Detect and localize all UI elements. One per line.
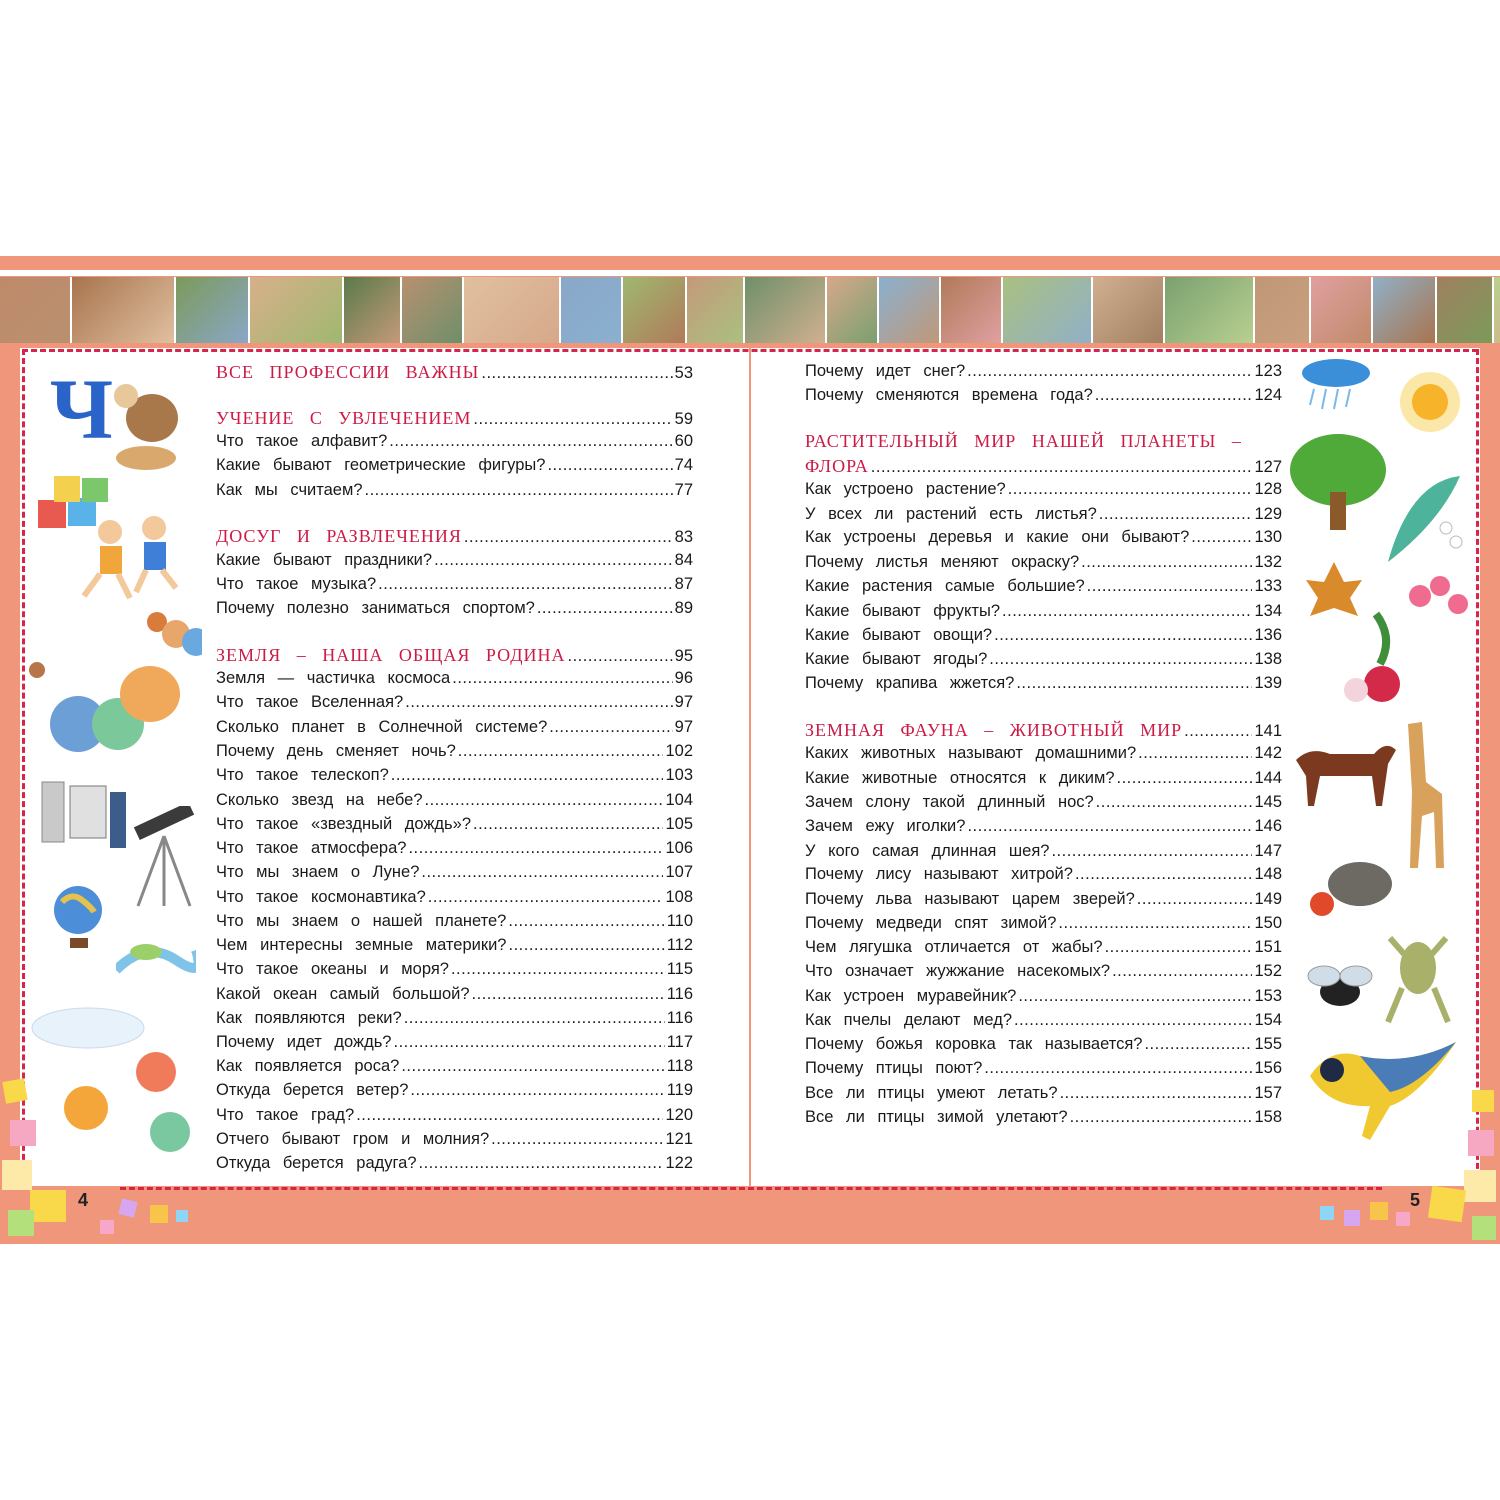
toc-entry-title: Сколько планет в Солнечной системе?: [216, 718, 548, 736]
page-number-left: 4: [78, 1190, 89, 1210]
toc-entry: [216, 839, 693, 861]
toc-leader-dots: [871, 458, 1253, 477]
toc-entry-title: Каких животных называют домашними?: [805, 744, 1137, 762]
toc-entry-page: 117: [666, 1033, 693, 1051]
toc-entry-title: Что такое океаны и моря?: [216, 960, 449, 978]
toc-heading: [216, 362, 693, 384]
toc-heading: [805, 720, 1282, 742]
toc-entry-title: Почему идет снег?: [805, 362, 966, 380]
toc-entry-title: Как пчелы делают мед?: [805, 1011, 1012, 1029]
chapter-letter: Ч: [50, 361, 114, 457]
toc-entry-page: 141: [1254, 722, 1282, 740]
photo-tile: [250, 277, 344, 343]
toc-entry: [216, 481, 693, 503]
toc-leader-dots: [452, 669, 672, 688]
toc-leader-dots: [1070, 1108, 1253, 1127]
toc-entry: [805, 1108, 1282, 1130]
toc-leader-dots: [365, 481, 673, 500]
toc-leader-dots: [508, 912, 664, 931]
toc-entry-page: 124: [1254, 386, 1282, 404]
toc-leader-dots: [1087, 577, 1253, 596]
photo-tile: [176, 277, 250, 343]
photo-tile: [687, 277, 745, 343]
toc-entry-page: 133: [1254, 577, 1282, 595]
toc-entry: [805, 1011, 1282, 1033]
toc-leader-dots: [989, 650, 1252, 669]
toc-entry-page: 108: [665, 888, 693, 906]
hedgehog-icon: [1306, 850, 1396, 920]
toc-entry-page: 116: [666, 985, 693, 1003]
toc-entry-title: Что такое алфавит?: [216, 432, 388, 450]
toc-leader-dots: [378, 575, 672, 594]
toc-entry-title: Почему льва называют царем зверей?: [805, 890, 1135, 908]
dashed-border-top: [22, 349, 1478, 352]
toc-entry-page: 74: [674, 456, 693, 474]
toc-entry-page: 105: [665, 815, 693, 833]
toc-entry-title: Почему день сменяет ночь?: [216, 742, 456, 760]
toc-entry-title: Какие бывают праздники?: [216, 551, 433, 569]
toc-entry: [805, 626, 1282, 648]
toc-entry-page: 89: [674, 599, 693, 617]
toc-heading: [805, 456, 1282, 478]
toc-entry-title: ДОСУГ И РАЗВЛЕЧЕНИЯ: [216, 526, 462, 546]
toc-leader-dots: [1105, 938, 1253, 957]
toc-entry-title: Что такое Вселенная?: [216, 693, 404, 711]
toc-entry-page: 134: [1254, 602, 1282, 620]
toc-leader-dots: [1014, 1011, 1252, 1030]
toc-leader-dots: [421, 863, 663, 882]
toc-entry-title: Что мы знаем о Луне?: [216, 863, 420, 881]
giraffe-icon: [1400, 712, 1460, 872]
toc-leader-dots: [410, 1081, 664, 1100]
toc-entry-title: Что такое музыка?: [216, 575, 377, 593]
toc-entry: [216, 888, 693, 910]
telescope-icon: [128, 806, 198, 908]
toc-entry: [805, 962, 1282, 984]
toc-entry-page: 129: [1254, 505, 1282, 523]
toc-entry: [805, 842, 1282, 864]
toc-entry-page: 148: [1254, 865, 1282, 883]
toc-entry-page: 102: [665, 742, 693, 760]
dashed-border-bottom: [120, 1187, 1382, 1190]
toc-leader-dots: [967, 817, 1252, 836]
toc-leader-dots: [547, 456, 672, 475]
toc-entry-title: Почему полезно заниматься спортом?: [216, 599, 535, 617]
toc-entry: [805, 528, 1282, 550]
planets-icon: [22, 612, 202, 772]
satellite-icon: [38, 772, 128, 858]
toc-entry-page: 120: [665, 1106, 693, 1124]
toc-entry: [216, 1009, 693, 1031]
toc-leader-dots: [1138, 744, 1252, 763]
toc-entry: [216, 575, 693, 597]
toc-entry-title: УЧЕНИЕ С УВЛЕЧЕНИЕМ: [216, 408, 472, 428]
rain-cloud-icon: [1300, 357, 1372, 419]
toc-entry-title: Почему листья меняют окраску?: [805, 553, 1080, 571]
photo-tile: [464, 277, 561, 343]
photo-tile: [1255, 277, 1311, 343]
toc-leader-dots: [1008, 480, 1253, 499]
toc-entry-title: Почему лису называют хитрой?: [805, 865, 1073, 883]
toc-entry-page: 115: [666, 960, 693, 978]
photo-tile: [344, 277, 402, 343]
toc-leader-dots: [356, 1106, 663, 1125]
children-photo-strip: [0, 277, 1500, 343]
toc-entry-title: У всех ли растений есть листья?: [805, 505, 1097, 523]
toc-leader-dots: [408, 839, 663, 858]
toc-entry-page: 128: [1254, 480, 1282, 498]
toc-entry: [216, 1106, 693, 1128]
toc-entry: [216, 599, 693, 621]
toc-entry-title: Как устроен муравейник?: [805, 987, 1017, 1005]
toc-entry-page: 60: [674, 432, 693, 450]
toc-entry-title: Что мы знаем о нашей планете?: [216, 912, 507, 930]
toc-leader-dots: [1016, 674, 1252, 693]
toc-entry-page: 97: [674, 693, 693, 711]
toc-entry-page: 110: [666, 912, 693, 930]
toc-entry-title: ЗЕМНАЯ ФАУНА – ЖИВОТНЫЙ МИР: [805, 720, 1183, 740]
toc-leader-dots: [1018, 987, 1252, 1006]
toc-entry-page: 155: [1254, 1035, 1282, 1053]
toc-leader-dots: [1144, 1035, 1252, 1054]
toc-entry-title: Почему крапива жжется?: [805, 674, 1015, 692]
toc-entry-page: 59: [674, 410, 693, 428]
toc-entry: [805, 744, 1282, 766]
toc-leader-dots: [1051, 842, 1252, 861]
toc-entry-title: Почему птицы поют?: [805, 1059, 983, 1077]
toc-leader-dots: [404, 1009, 665, 1028]
toc-entry-title: Чем интересны земные материки?: [216, 936, 507, 954]
toc-entry-title: ЗЕМЛЯ – НАША ОБЩАЯ РОДИНА: [216, 645, 566, 665]
toc-leader-dots: [472, 985, 665, 1004]
toc-entry-title: Как устроены деревья и какие они бывают?: [805, 528, 1190, 546]
toc-entry-page: 103: [665, 766, 693, 784]
running-kids-icon: [70, 516, 195, 602]
toc-entry: [216, 432, 693, 454]
toc-entry-page: 144: [1254, 769, 1282, 787]
toc-entry-title: Отчего бывают гром и молния?: [216, 1130, 490, 1148]
toc-entry: [805, 987, 1282, 1009]
toc-entry: [805, 769, 1282, 791]
toc-leader-dots: [428, 888, 664, 907]
toc-entry-title: Как устроено растение?: [805, 480, 1006, 498]
toc-entry-title: Почему идет дождь?: [216, 1033, 392, 1051]
photo-tile: [1373, 277, 1437, 343]
toc-entry-page: 145: [1254, 793, 1282, 811]
toc-leader-dots: [391, 766, 664, 785]
toc-entry: [216, 766, 693, 788]
toc-entry-title: Какие бывают фрукты?: [805, 602, 1001, 620]
toc-entry-page: 156: [1254, 1059, 1282, 1077]
toc-left: [216, 362, 693, 1182]
toc-entry-page: 146: [1254, 817, 1282, 835]
toc-leader-dots: [1060, 1084, 1253, 1103]
toc-entry-page: 142: [1254, 744, 1282, 762]
toc-leader-dots: [568, 647, 673, 666]
toc-leader-dots: [537, 599, 673, 618]
photo-tile: [827, 277, 879, 343]
toc-entry-title: Что означает жужжание насекомых?: [805, 962, 1111, 980]
turtle-icon: [108, 378, 180, 473]
toc-entry-page: 153: [1254, 987, 1282, 1005]
toc-leader-dots: [473, 815, 663, 834]
toc-leader-dots: [1191, 528, 1252, 547]
photo-tile: [72, 277, 176, 343]
toc-heading: [805, 431, 1242, 453]
toc-entry-title: Почему медведи спят зимой?: [805, 914, 1057, 932]
toc-leader-dots: [1075, 865, 1253, 884]
photo-tile: [941, 277, 1003, 343]
toc-entry: [805, 362, 1282, 384]
sun-icon: [1390, 362, 1470, 442]
toc-entry-title: Что такое «звездный дождь»?: [216, 815, 471, 833]
toc-entry: [216, 456, 693, 478]
toc-entry: [216, 1057, 693, 1079]
toc-entry-title: Какие растения самые большие?: [805, 577, 1085, 595]
photo-tile: [623, 277, 687, 343]
globe-icon: [48, 882, 110, 952]
toc-entry-page: 95: [674, 647, 693, 665]
frog-icon: [1384, 918, 1454, 1028]
toc-entry-page: 150: [1254, 914, 1282, 932]
toc-entry-page: 121: [665, 1130, 693, 1148]
toc-entry-title: Что такое космонавтика?: [216, 888, 426, 906]
toc-leader-dots: [419, 1154, 664, 1173]
toc-entry: [805, 674, 1282, 696]
toc-entry-page: 139: [1254, 674, 1282, 692]
toc-entry: [216, 1154, 693, 1176]
toc-leader-dots: [1002, 602, 1252, 621]
fly-icon: [1300, 960, 1380, 1022]
toc-entry: [805, 553, 1282, 575]
toc-entry: [805, 602, 1282, 624]
toc-entry: [805, 1084, 1282, 1106]
toc-entry: [216, 936, 693, 958]
toc-leader-dots: [425, 791, 664, 810]
toc-entry: [216, 1033, 693, 1055]
toc-entry-title: Чем лягушка отличается от жабы?: [805, 938, 1103, 956]
toc-leader-dots: [1112, 962, 1252, 981]
toc-entry: [216, 960, 693, 982]
toc-entry: [805, 386, 1282, 408]
toc-entry-page: 97: [674, 718, 693, 736]
photo-tile: [1003, 277, 1093, 343]
toc-leader-dots: [393, 1033, 664, 1052]
tree-icon: [1288, 432, 1390, 534]
toc-entry-title: Какие животные относятся к диким?: [805, 769, 1115, 787]
toc-entry: [805, 938, 1282, 960]
toc-entry-title: Что такое атмосфера?: [216, 839, 407, 857]
toc-entry-title: Какие бывают овощи?: [805, 626, 993, 644]
cloud-icon: [28, 1000, 148, 1050]
toc-entry-page: 147: [1254, 842, 1282, 860]
toc-entry-title: Зачем слону такой длинный нос?: [805, 793, 1094, 811]
toc-leader-dots: [473, 410, 672, 429]
toc-entry-title: Почему сменяются времена года?: [805, 386, 1093, 404]
toc-leader-dots: [401, 1057, 664, 1076]
toc-entry-page: 118: [666, 1057, 693, 1075]
photo-tile: [402, 277, 464, 343]
toc-entry-page: 158: [1254, 1108, 1282, 1126]
toc-entry: [216, 1081, 693, 1103]
toc-entry-page: 136: [1254, 626, 1282, 644]
toc-entry: [805, 480, 1282, 502]
toc-entry-page: 138: [1254, 650, 1282, 668]
toc-entry: [805, 817, 1282, 839]
toc-entry-title: Откуда берется радуга?: [216, 1154, 417, 1172]
toc-entry-page: 152: [1254, 962, 1282, 980]
toc-entry-page: 154: [1254, 1011, 1282, 1029]
toc-entry-title: Все ли птицы умеют летать?: [805, 1084, 1058, 1102]
toc-entry-page: 119: [666, 1081, 693, 1099]
toc-entry-page: 104: [665, 791, 693, 809]
toc-leader-dots: [1096, 793, 1253, 812]
photo-tile: [1311, 277, 1373, 343]
toc-leader-dots: [967, 362, 1252, 381]
toc-leader-dots: [389, 432, 672, 451]
toc-entry-page: 96: [674, 669, 693, 687]
toc-leader-dots: [1184, 722, 1252, 741]
toc-leader-dots: [994, 626, 1252, 645]
toc-entry-title: РАСТИТЕЛЬНЫЙ МИР НАШЕЙ ПЛАНЕТЫ –: [805, 431, 1242, 451]
lily-of-valley-icon: [1380, 472, 1470, 568]
toc-leader-dots: [1058, 914, 1252, 933]
toc-entry-title: Зачем ежу иголки?: [805, 817, 966, 835]
dog-icon: [1290, 736, 1400, 810]
toc-leader-dots: [491, 1130, 663, 1149]
toc-entry-page: 132: [1254, 553, 1282, 571]
toc-entry: [805, 505, 1282, 527]
toc-entry-page: 83: [674, 528, 693, 546]
umbrellas-icon: [60, 1050, 200, 1160]
page-number-right: 5: [1410, 1190, 1421, 1210]
toc-entry-title: Все ли птицы зимой улетают?: [805, 1108, 1068, 1126]
toc-entry: [216, 742, 693, 764]
toc-leader-dots: [451, 960, 665, 979]
toc-leader-dots: [508, 936, 664, 955]
toc-entry: [805, 914, 1282, 936]
toc-entry-page: 107: [665, 863, 693, 881]
toc-entry: [216, 551, 693, 573]
toc-entry: [805, 890, 1282, 912]
toc-entry-title: Как появляется роса?: [216, 1057, 400, 1075]
toc-entry: [216, 791, 693, 813]
toc-entry-title: Откуда берется ветер?: [216, 1081, 409, 1099]
toc-entry: [216, 985, 693, 1007]
photo-tile: [1437, 277, 1494, 343]
toc-entry-page: 106: [665, 839, 693, 857]
toc-entry-page: 149: [1254, 890, 1282, 908]
toc-entry: [805, 577, 1282, 599]
toc-entry: [216, 863, 693, 885]
toc-entry-page: 112: [666, 936, 693, 954]
toc-heading: [216, 645, 693, 667]
toc-entry-title: Сколько звезд на небе?: [216, 791, 423, 809]
toc-leader-dots: [1117, 769, 1253, 788]
toc-entry-title: У кого самая длинная шея?: [805, 842, 1050, 860]
toc-entry-title: Земля — частичка космоса: [216, 669, 451, 687]
toc-entry-title: Какие бывают ягоды?: [805, 650, 988, 668]
toc-leader-dots: [1081, 553, 1252, 572]
toc-entry-title: Как появляются реки?: [216, 1009, 402, 1027]
top-frame-band: [0, 256, 1500, 270]
toc-entry-title: Какой океан самый большой?: [216, 985, 470, 1003]
toc-leader-dots: [1095, 386, 1253, 405]
radish-icon: [1336, 610, 1416, 706]
photo-tile: [1494, 277, 1500, 343]
toc-leader-dots: [549, 718, 672, 737]
toc-entry-page: 84: [674, 551, 693, 569]
toc-heading: [216, 526, 693, 548]
toc-heading: [216, 408, 693, 430]
toc-entry-page: 130: [1254, 528, 1282, 546]
toc-entry-page: 151: [1254, 938, 1282, 956]
photo-tile: [1093, 277, 1165, 343]
photo-tile: [0, 277, 72, 343]
toc-entry-title: Как мы считаем?: [216, 481, 363, 499]
toc-entry-page: 122: [665, 1154, 693, 1172]
toc-entry-title: Какие бывают геометрические фигуры?: [216, 456, 546, 474]
toc-leader-dots: [481, 364, 672, 383]
toc-entry-page: 123: [1254, 362, 1282, 380]
toc-entry: [216, 1130, 693, 1152]
toc-entry: [805, 793, 1282, 815]
toc-entry-page: 87: [674, 575, 693, 593]
toc-leader-dots: [434, 551, 673, 570]
titmouse-icon: [1300, 1036, 1460, 1146]
top-white-line: [0, 270, 1500, 276]
photo-tile: [879, 277, 941, 343]
toc-entry: [805, 650, 1282, 672]
river-icon: [116, 930, 196, 990]
toc-entry-page: 127: [1254, 458, 1282, 476]
toc-entry: [805, 1035, 1282, 1057]
toc-leader-dots: [464, 528, 673, 547]
toc-entry-title: Почему божья коровка так называется?: [805, 1035, 1143, 1053]
photo-tile: [1165, 277, 1255, 343]
toc-entry: [216, 669, 693, 691]
toc-right: [805, 362, 1282, 1142]
toc-entry-title: Что такое телескоп?: [216, 766, 389, 784]
photo-tile: [745, 277, 827, 343]
toc-leader-dots: [984, 1059, 1252, 1078]
photo-tile: [561, 277, 623, 343]
toc-entry-page: 157: [1254, 1084, 1282, 1102]
toc-entry-title: ВСЕ ПРОФЕССИИ ВАЖНЫ: [216, 362, 480, 382]
toc-entry: [216, 693, 693, 715]
toc-entry: [216, 815, 693, 837]
toc-leader-dots: [405, 693, 672, 712]
toc-entry: [805, 865, 1282, 887]
toc-entry-title: Что такое град?: [216, 1106, 355, 1124]
toc-entry: [216, 912, 693, 934]
toc-entry: [216, 718, 693, 740]
toc-leader-dots: [458, 742, 664, 761]
toc-entry-title: ФЛОРА: [805, 456, 869, 476]
toc-leader-dots: [1137, 890, 1253, 909]
toc-entry-page: 116: [666, 1009, 693, 1027]
toc-entry: [805, 1059, 1282, 1081]
toc-entry-page: 77: [674, 481, 693, 499]
toc-leader-dots: [1099, 505, 1253, 524]
toc-entry-page: 53: [674, 364, 693, 382]
